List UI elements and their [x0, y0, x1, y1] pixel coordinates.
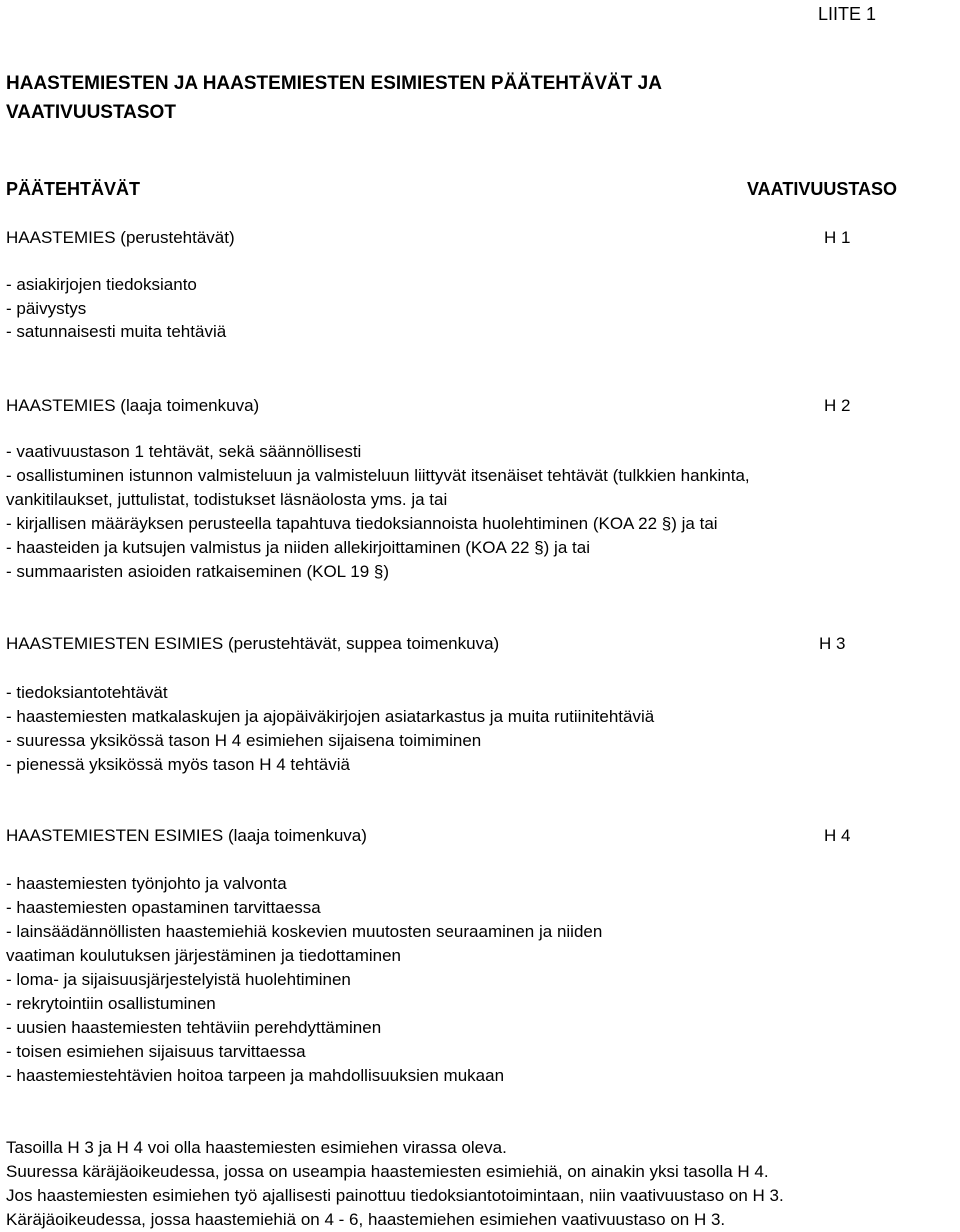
section-heading: HAASTEMIES (perustehtävät) [6, 228, 235, 247]
section-level: H 3 [819, 634, 846, 653]
list-item: - kirjallisen määräyksen perusteella tapahtuva tiedoksiannoista huolehtiminen (KOA 22 §) ja tai [6, 514, 718, 533]
section-level: H 4 [824, 826, 851, 845]
list-item: - rekrytointiin osallistuminen [6, 994, 216, 1013]
list-item: - loma- ja sijaisuusjärjestelyistä huolehtiminen [6, 970, 351, 989]
section-heading: HAASTEMIESTEN ESIMIES (laaja toimenkuva) [6, 826, 367, 845]
list-item: - toisen esimiehen sijaisuus tarvittaessa [6, 1042, 306, 1061]
list-item: - pienessä yksikössä myös tason H 4 tehtäviä [6, 755, 350, 774]
list-item: - osallistuminen istunnon valmisteluun ja valmisteluun liittyvät itsenäiset tehtävät (tulkkien hankinta, [6, 466, 750, 485]
column-header-level: VAATIVUUSTASO [747, 179, 898, 199]
list-item: - asiakirjojen tiedoksianto [6, 275, 197, 294]
section-level: H 2 [824, 396, 851, 415]
list-item: - lainsäädännöllisten haastemiehiä koskevien muutosten seuraaminen ja niiden [6, 922, 603, 941]
list-item: - summaaristen asioiden ratkaiseminen (KOL 19 §) [6, 562, 389, 581]
note-line: Käräjäoikeudessa, jossa haastemiehiä on 4 - 6, haastemiehen esimiehen vaativuustaso on H 3. [6, 1210, 726, 1229]
list-item: - vaativuustason 1 tehtävät, sekä säännöllisesti [6, 442, 362, 461]
section-level: H 1 [824, 228, 851, 247]
column-header-tasks: PÄÄTEHTÄVÄT [6, 179, 140, 199]
list-item: - haastemiesten matkalaskujen ja ajopäiväkirjojen asiatarkastus ja muita rutiinitehtäviä [6, 707, 655, 726]
list-item: - haastemiestehtävien hoitoa tarpeen ja mahdollisuuksien mukaan [6, 1066, 505, 1085]
section-heading: HAASTEMIES (laaja toimenkuva) [6, 396, 260, 415]
title-line-1: HAASTEMIESTEN JA HAASTEMIESTEN ESIMIESTEN PÄÄTEHTÄVÄT JA [6, 73, 662, 94]
list-item: - päivystys [6, 299, 87, 318]
note-line: Jos haastemiesten esimiehen työ ajallisesti painottuu tiedoksiantotoimintaan, niin vaativuustaso on H 3. [6, 1186, 784, 1205]
note-line: Suuressa käräjäoikeudessa, jossa on useampia haastemiesten esimiehiä, on ainakin yksi tasolla H 4. [6, 1162, 769, 1181]
list-item: vaatiman koulutuksen järjestäminen ja tiedottaminen [6, 946, 402, 965]
list-item: - uusien haastemiesten tehtäviin perehdyttäminen [6, 1018, 382, 1037]
title-line-2: VAATIVUUSTASOT [6, 102, 176, 123]
list-item: - haastemiesten opastaminen tarvittaessa [6, 898, 321, 917]
list-item: - haastemiesten työnjohto ja valvonta [6, 874, 287, 893]
appendix-label: LIITE 1 [818, 4, 877, 24]
list-item: - suuressa yksikössä tason H 4 esimiehen sijaisena toimiminen [6, 731, 482, 750]
list-item: - satunnaisesti muita tehtäviä [6, 322, 227, 341]
list-item: - tiedoksiantotehtävät [6, 683, 168, 702]
list-item: vankitilaukset, juttulistat, todistukset läsnäolosta yms. ja tai [6, 490, 448, 509]
section-heading: HAASTEMIESTEN ESIMIES (perustehtävät, suppea toimenkuva) [6, 634, 500, 653]
list-item: - haasteiden ja kutsujen valmistus ja niiden allekirjoittaminen (KOA 22 §) ja tai [6, 538, 590, 557]
note-line: Tasoilla H 3 ja H 4 voi olla haastemiesten esimiehen virassa oleva. [6, 1138, 507, 1157]
